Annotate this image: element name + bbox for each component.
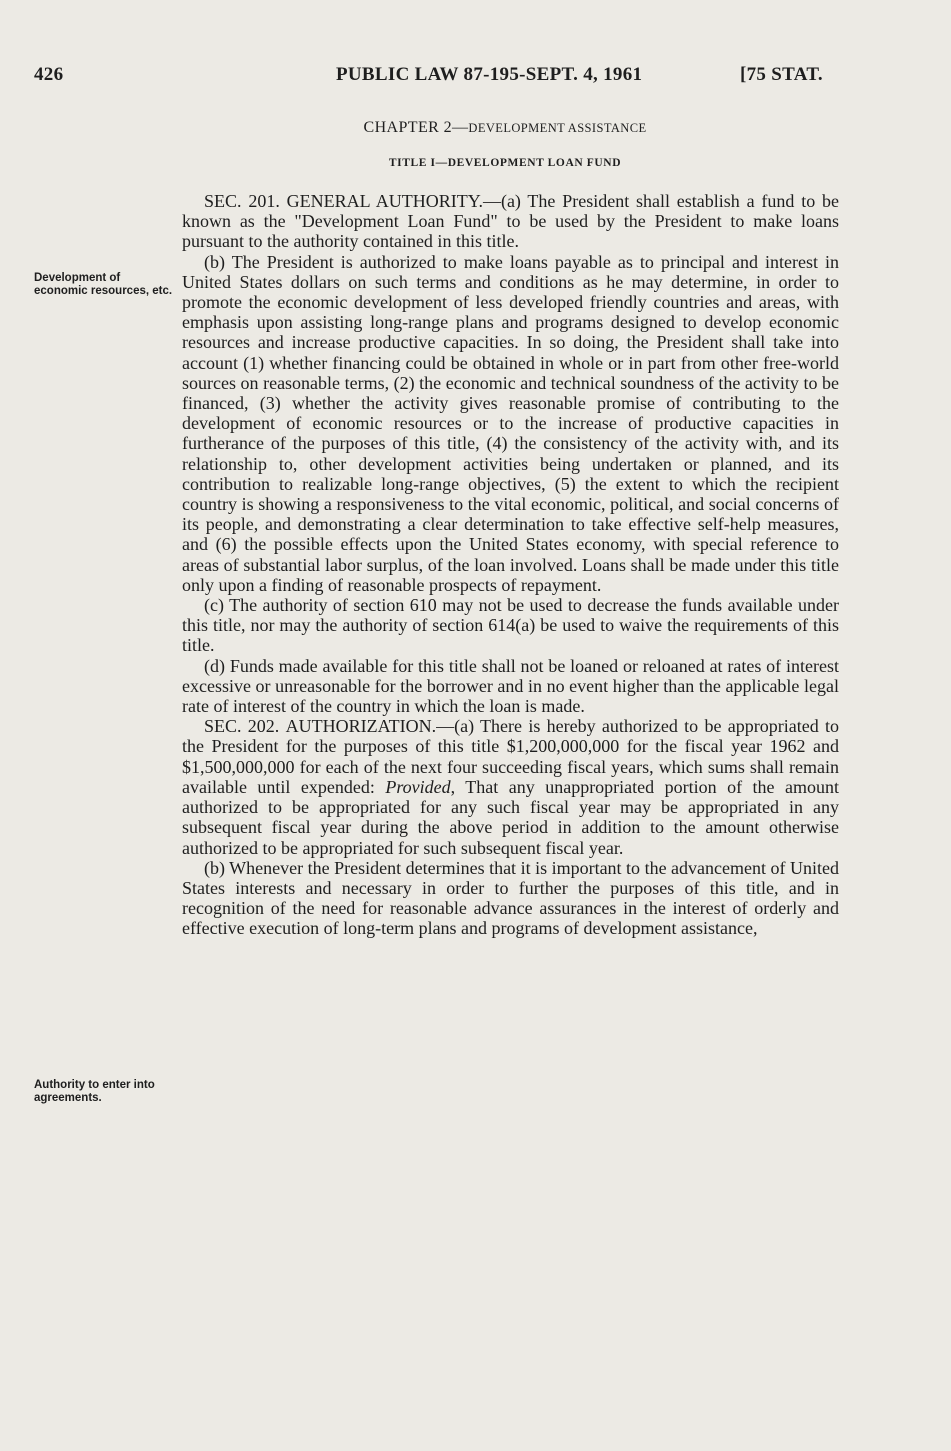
margin-note-authority: Authority to enter into agreements. — [34, 1079, 155, 1104]
sec201-label: SEC. 201. — [204, 191, 280, 211]
running-title: PUBLIC LAW 87-195-SEPT. 4, 1961 — [336, 64, 643, 85]
chapter-prefix: CHAPTER 2 — [363, 119, 452, 136]
body-text — [182, 191, 839, 939]
chapter-heading — [0, 119, 951, 137]
margin-note-development: Development of economic resources, etc. — [34, 272, 173, 297]
volume-reference: [75 STAT. — [740, 64, 823, 85]
sec202-paragraph-a — [182, 716, 839, 857]
chapter-dash: — — [452, 119, 469, 136]
sec202-a-start: —(a) There is hereby authorized to be appropriated to the President for the purposes of this title $1,200,000,000 for the fiscal year 1962 and $1,500,000,000 for each of the next four succeeding fiscal years, which sums shall remain available until expended: — [182, 716, 840, 797]
sec201-paragraph-c: (c) The authority of section 610 may not be used to decrease the funds available under this title, nor may the authority of section 614(a) be used to waive the requirements of this title. — [182, 595, 839, 656]
sec201-paragraph-a — [182, 191, 839, 252]
chapter-name: DEVELOPMENT ASSISTANCE — [468, 121, 647, 135]
page-number: 426 — [34, 64, 64, 85]
sec202-label: SEC. 202. — [204, 716, 280, 737]
sec201-paragraph-d: (d) Funds made available for this title shall not be loaned or reloaned at rates of interest excessive or unreasonable for the borrower and in no event higher than the applicable legal rate of interest of the country in which the loan is made. — [182, 655, 839, 717]
sec201-paragraph-b: (b) The President is authorized to make loans payable as to principal and interest in United States dollars on such terms and conditions as he may determine, in order to promote the economic development of less developed friendly countries and areas, with emphasis upon assisting long-range plans and programs designed to develop economic resources and increase productive capacities. In so doing, the President shall take into account (1) whether financing could be obtained in whole or in part from other free-world sources on reasonable terms, (2) the economic and technical soundness of the activity to be financed, (3) whether the activity gives reasonable promise of contributing to the development of economic resources or to the increase of productive capacities in furtherance of the purposes of this title, (4) the consistency of the activity with, and its relationship to, other development activities being undertaken or planned, and its contribution to realizable long-range objectives, (5) the extent to which the recipient country is showing a responsiveness to the vital economic, political, and social concerns of its people, and demonstrating a clear determination to take effective self-help measures, and (6) the possible effects upon the United States economy, with special reference to areas of substantial labor surplus, of the loan involved. Loans shall be made under this title only upon a finding of reasonable prospects of repayment. — [182, 251, 839, 595]
sec202-a-end: , That any unappropriated portion of the amount authorized to be appropriated for any such fiscal year may be appropriated in any subsequent fiscal year during the above period in addition to the amount otherwise authorized to be appropriated for such subsequent fiscal year. — [182, 776, 839, 858]
sec202-heading: AUTHORIZATION. — [285, 716, 437, 737]
title-heading: TITLE I—DEVELOPMENT LOAN FUND — [388, 157, 622, 169]
sec202-paragraph-b: (b) Whenever the President determines that it is important to the advancement of United States interests and necessary in order to further the purposes of this title, and in recognition of the need for reasonable advance assurances in the interest of orderly and effective execution of long-term plans and programs of development assistance, — [182, 857, 839, 939]
sec202-a-italic: Provided — [385, 776, 451, 797]
sec201-heading: GENERAL AUTHORITY. — [286, 191, 483, 211]
sec201-a-text: —(a) The President shall establish a fund to be known as the "Development Loan Fund" to be used by the President to make loans pursuant to the authority contained in this title. — [182, 191, 840, 252]
